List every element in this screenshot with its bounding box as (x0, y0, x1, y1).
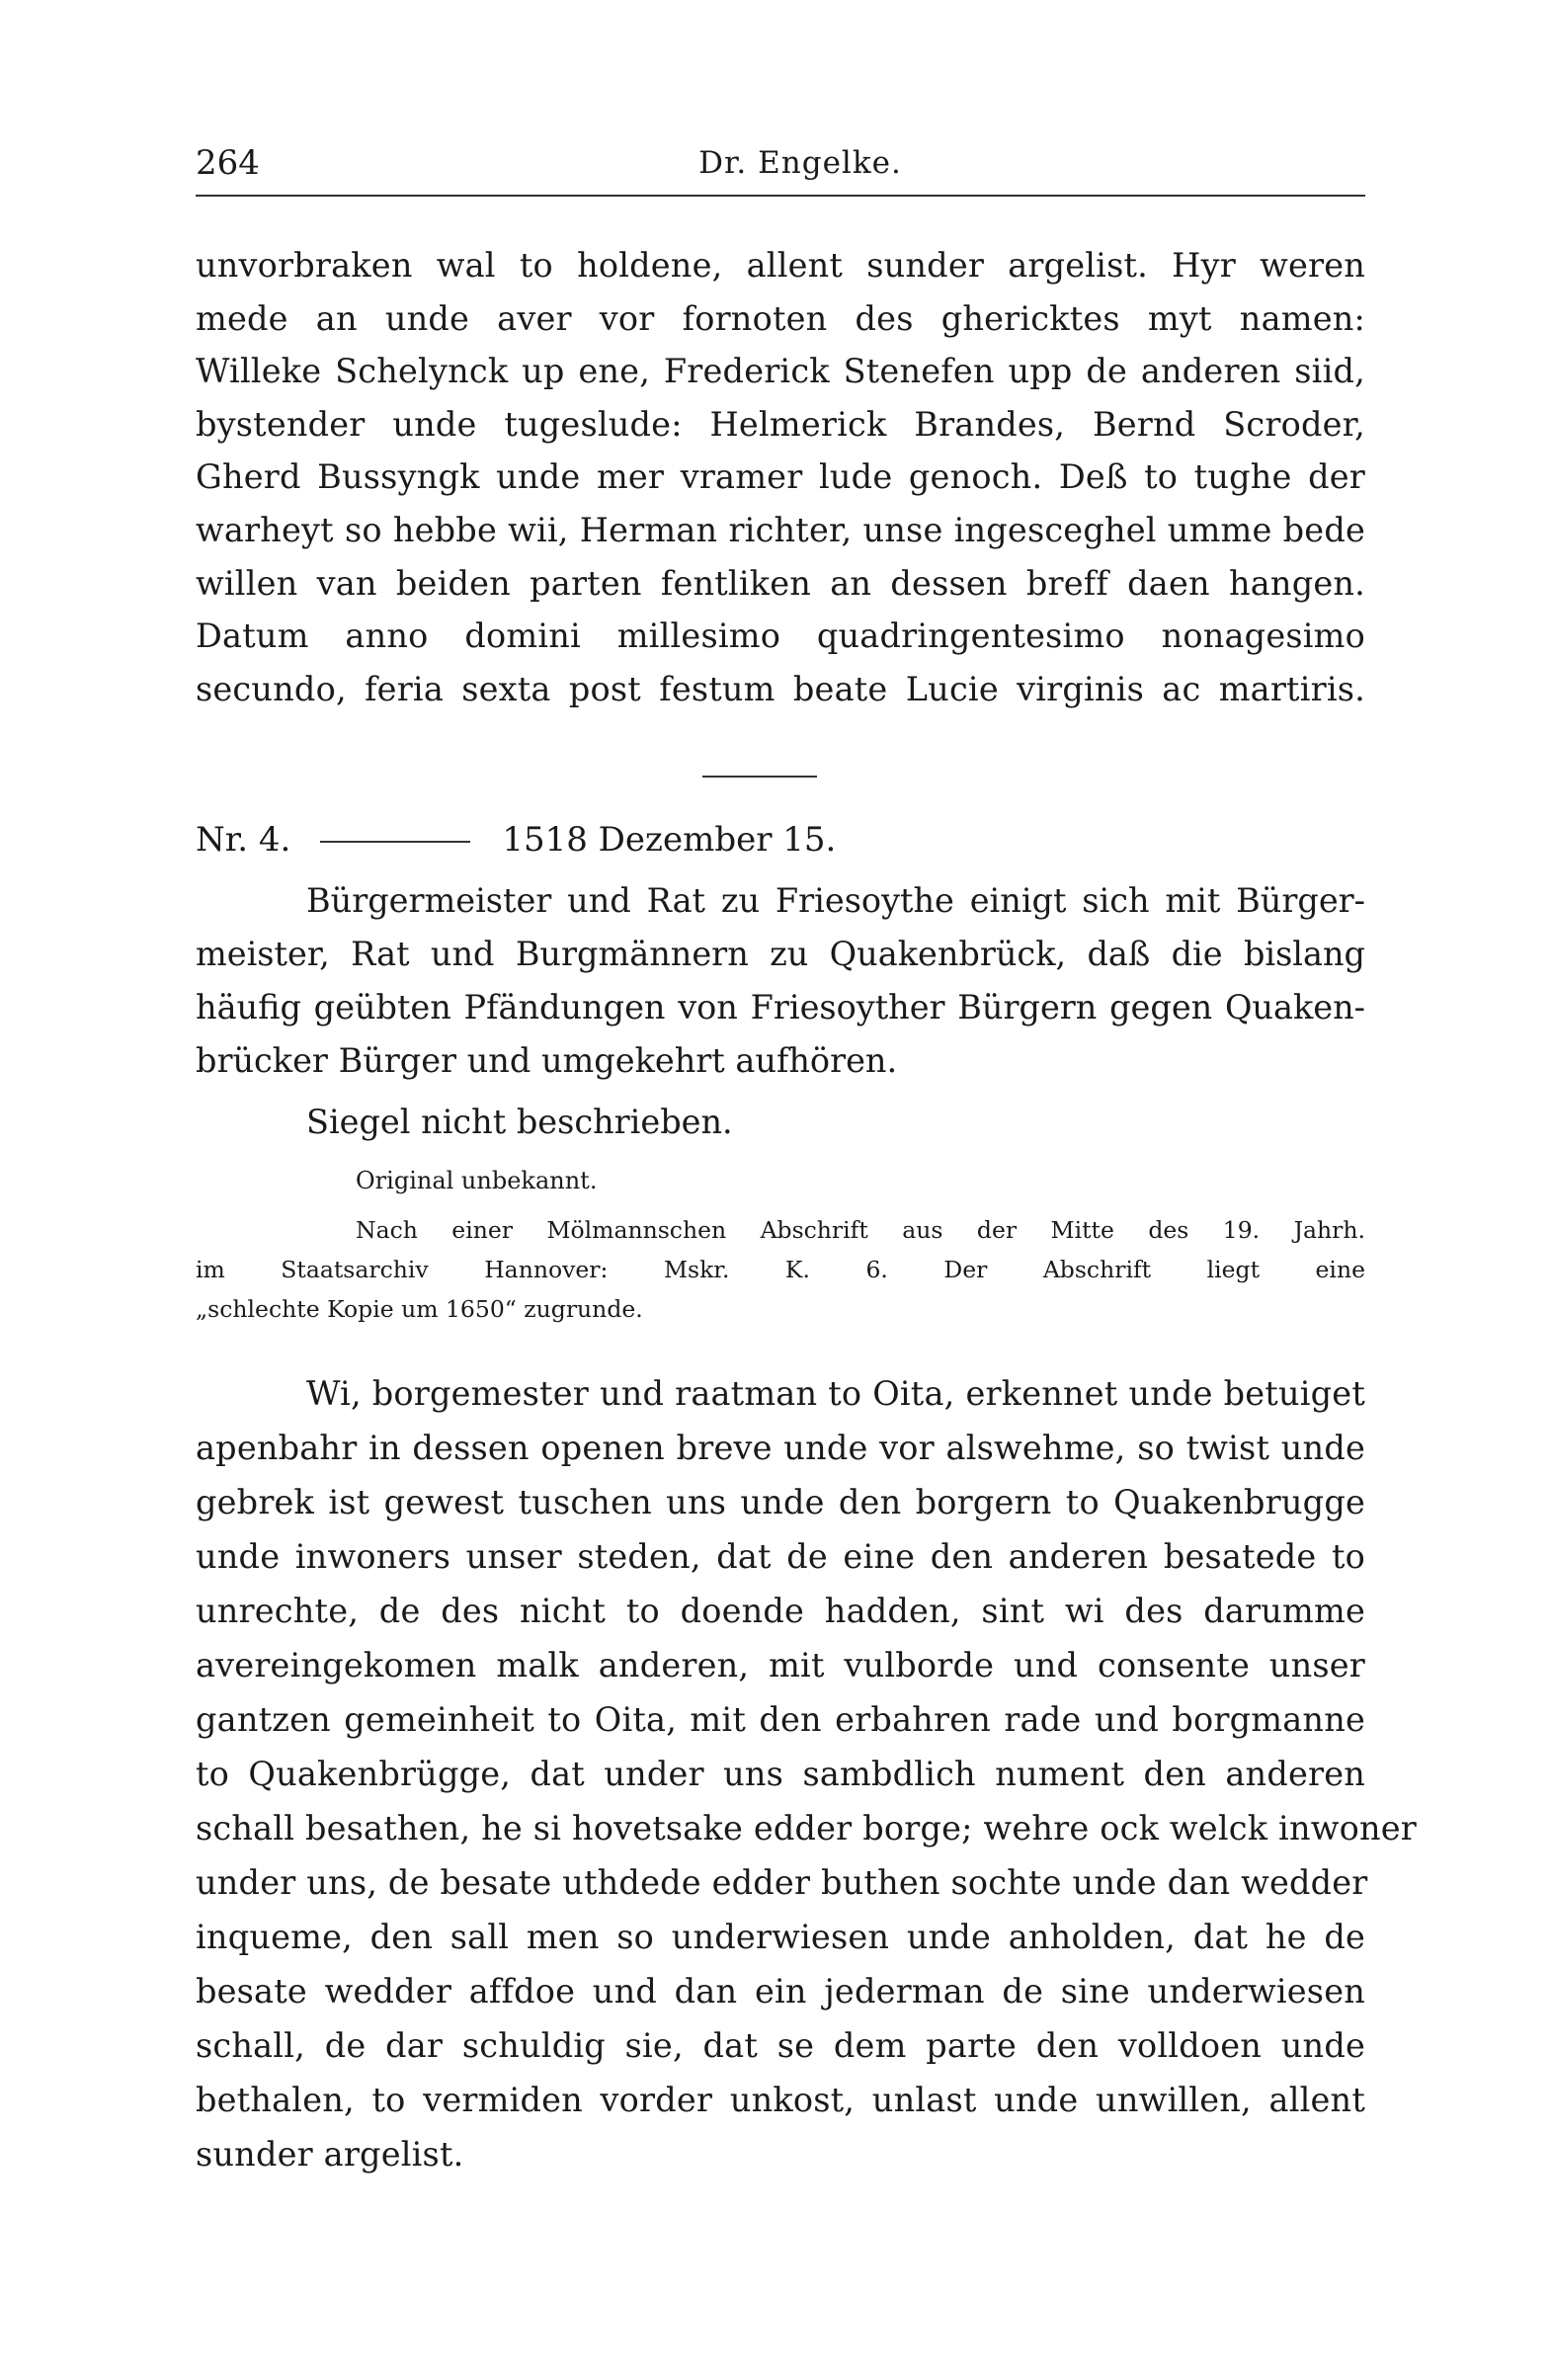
document-heading (196, 815, 836, 864)
document-line: schall, de dar schuldig sie, dat se dem parte den volldoen unde (196, 2026, 1365, 2065)
page-header (196, 138, 1365, 188)
document-line: inqueme, den sall men so underwiesen unde anholden, dat he de (196, 1918, 1365, 1956)
source-line: „schlechte Kopie um 1650“ zugrunde. (196, 1295, 643, 1323)
summary-line: Bürgermeister und Rat zu Friesoythe einigt sich mit Bürger- (306, 881, 1365, 920)
text-line: Willeke Schelynck up ene, Frederick Stenefen upp de anderen siid, (196, 352, 1365, 391)
text-line: bystender unde tugeslude: Helmerick Brandes, Bernd Scroder, (196, 404, 1365, 444)
text-line: unvorbraken wal to holdene, allent sunder argelist. Hyr weren (196, 246, 1365, 285)
document-line: gantzen gemeinheit to Oita, mit den erbahren rade und borgmanne (196, 1700, 1365, 1739)
text-line: mede an unde aver vor fornoten des ghericktes myt namen: (196, 298, 1365, 338)
summary-line: brücker Bürger und umgekehrt aufhören. (196, 1041, 898, 1080)
text-line: Gherd Bussyngk unde mer vramer lude genoch. Deß to tughe der (196, 457, 1365, 497)
running-title: Dr. Engelke. (698, 145, 902, 181)
source-line: im Staatsarchiv Hannover: Mskr. K. 6. Der Abschrift liegt eine (196, 1256, 1365, 1283)
document-line: gebrek ist gewest tuschen uns unde den borgern to Quakenbrugge (196, 1483, 1365, 1521)
source-line: Nach einer Mölmannschen Abschrift aus der Mitte des 19. Jahrh. (356, 1216, 1365, 1244)
seal-note: Siegel nicht beschrieben. (306, 1103, 733, 1141)
document-line: schall besathen, he si hovetsake edder borge; wehre ock welck inwoner (196, 1809, 1417, 1847)
document-date: 1518 Dezember 15. (502, 820, 837, 860)
text-line: warheyt so hebbe wii, Herman richter, unse ingesceghel umme bede (196, 510, 1365, 549)
original-note: Original unbekannt. (356, 1167, 598, 1194)
document-line: unde inwoners unser steden, dat de eine den anderen besatede to (196, 1537, 1365, 1576)
document-line: bethalen, to vermiden vorder unkost, unlast unde unwillen, allent (196, 2081, 1365, 2119)
heading-dash (320, 841, 470, 843)
document-line: besate wedder affdoe und dan ein jederman de sine underwiesen (196, 1972, 1365, 2011)
document-line: sunder argelist. (196, 2135, 464, 2174)
document-line: to Quakenbrügge, dat under uns sambdlich nument den anderen (196, 1755, 1365, 1793)
document-line: unrechte, de des nicht to doende hadden, sint wi des darumme (196, 1592, 1365, 1630)
header-rule (196, 195, 1365, 197)
document-line: Wi, borgemester und raatman to Oita, erkennet unde betuiget (306, 1374, 1365, 1413)
source-note (196, 1210, 1365, 1329)
document-line: apenbahr in dessen openen breve unde vor alswehme, so twist unde (196, 1429, 1365, 1467)
previous-document-ending (196, 239, 1365, 715)
document-number: Nr. 4. (196, 820, 291, 860)
summary-line: häufig geübten Pfändungen von Friesoyther Bürgern gegen Quaken- (196, 988, 1365, 1026)
text-line: secundo, feria sexta post festum beate Lucie virginis ac martiris. (196, 669, 1365, 708)
text-line: Datum anno domini millesimo quadringentesimo nonagesimo (196, 616, 1365, 656)
section-separator (702, 776, 817, 778)
page-number: 264 (196, 143, 260, 183)
document-line: avereingekomen malk anderen, mit vulborde und consente unser (196, 1646, 1365, 1684)
summary-line: meister, Rat und Burgmännern zu Quakenbrück, daß die bislang (196, 935, 1365, 973)
document-summary (196, 874, 1365, 1088)
text-line: willen van beiden parten fentliken an dessen breff daen hangen. (196, 563, 1365, 603)
document-text (196, 1366, 1417, 2181)
document-line: under uns, de besate uthdede edder buthen sochte unde dan wedder (196, 1863, 1368, 1902)
